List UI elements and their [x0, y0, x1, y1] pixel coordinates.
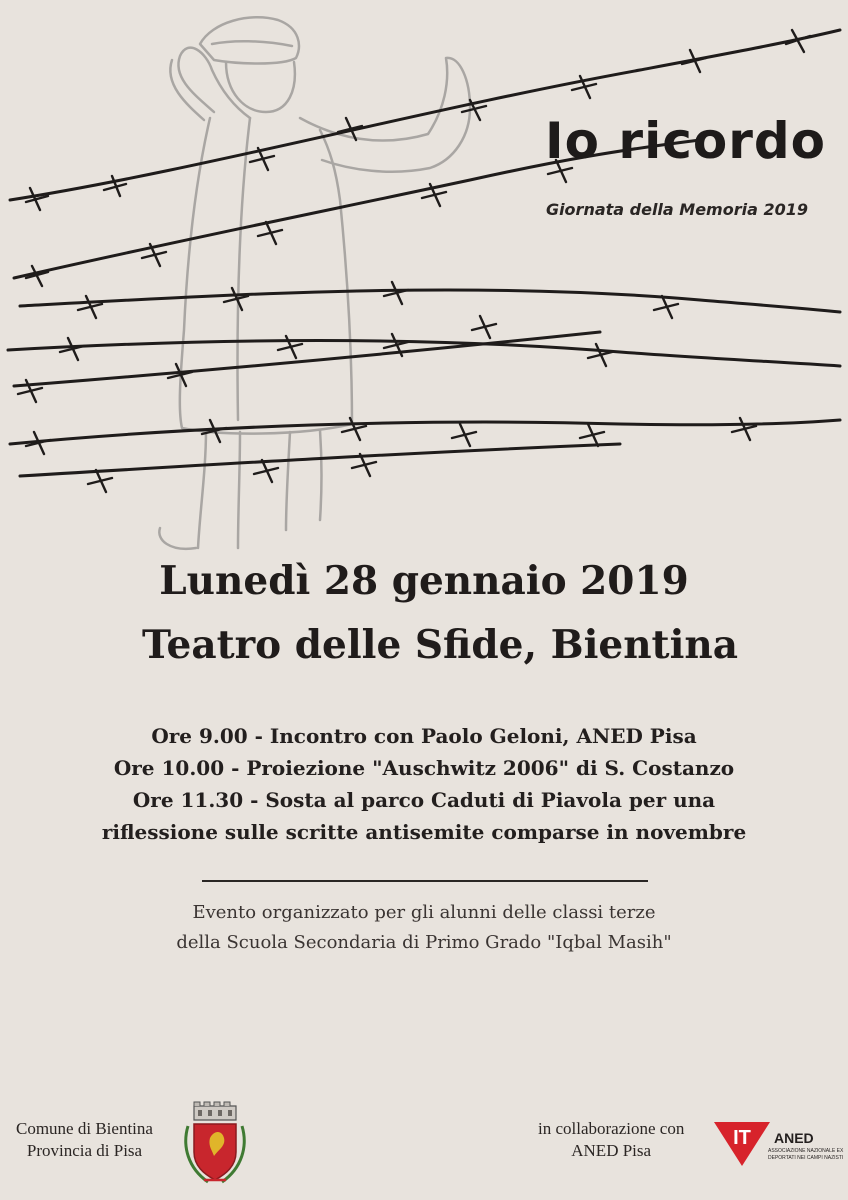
- province-name: Provincia di Pisa: [26, 1141, 143, 1160]
- aned-logo-tagline: ASSOCIAZIONE NAZIONALE EX DEPORTATI NEI CAMPI NAZISTI: [768, 1148, 844, 1161]
- program-line: Ore 10.00 - Proiezione "Auschwitz 2006" di S. Costanzo: [113, 756, 735, 780]
- collaboration-label: in collaborazione con: [538, 1119, 685, 1138]
- partner-name: ANED Pisa: [571, 1141, 652, 1160]
- program-line: Ore 9.00 - Incontro con Paolo Geloni, ANED Pisa: [151, 724, 697, 748]
- note-line: Evento organizzato per gli alunni delle classi terze: [192, 902, 656, 923]
- collaboration-credit: [538, 1118, 684, 1162]
- child-sketch-figure: [159, 17, 470, 549]
- barbed-wire-illustration: [0, 0, 848, 560]
- municipality-name: Comune di Bientina: [16, 1119, 153, 1138]
- aned-logo-mark: IT: [733, 1127, 751, 1149]
- municipality-credit: [16, 1118, 153, 1162]
- event-program: [0, 720, 848, 848]
- event-venue: Teatro delle Sfide, Bientina: [141, 622, 739, 668]
- program-line: Ore 11.30 - Sosta al parco Caduti di Piavola per una: [132, 788, 716, 812]
- organizer-note: [0, 898, 848, 958]
- event-date: Lunedì 28 gennaio 2019: [159, 558, 689, 604]
- aned-logo-name: ANED: [774, 1130, 814, 1146]
- note-line: della Scuola Secondaria di Primo Grado "Iqbal Masih": [176, 932, 672, 953]
- divider: [202, 880, 648, 882]
- barbed-wire-strands: [8, 30, 840, 476]
- poster-title: Io ricordo: [545, 112, 826, 170]
- poster-subtitle: Giornata della Memoria 2019: [545, 200, 808, 219]
- municipal-crest-icon: [180, 1100, 250, 1188]
- program-line: riflessione sulle scritte antisemite comparse in novembre: [101, 820, 747, 844]
